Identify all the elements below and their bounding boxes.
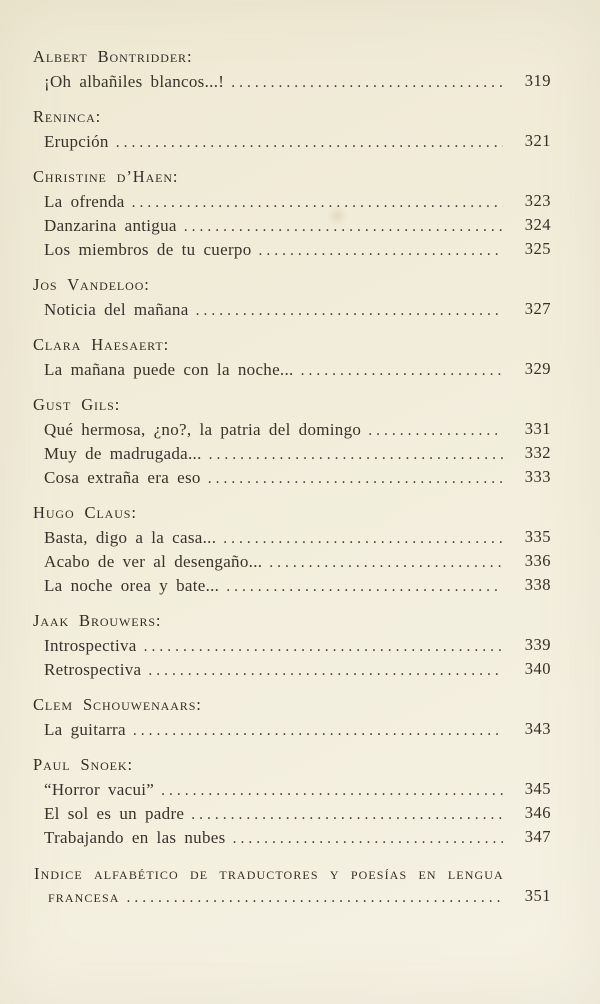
entry-title: Los miembros de tu cuerpo <box>44 240 252 259</box>
author-heading: Clara Haesaert: <box>33 335 170 354</box>
toc-group <box>33 753 551 850</box>
author-heading: Reninca: <box>33 107 102 126</box>
toc-group <box>33 105 551 154</box>
entry-page-number: 319 <box>524 71 551 90</box>
toc-group <box>33 609 551 682</box>
toc-group <box>33 165 551 262</box>
entry-page-number: 346 <box>524 803 551 822</box>
dotted-leader <box>148 659 503 682</box>
toc-entry <box>33 802 551 826</box>
entry-page-number: 336 <box>524 551 551 570</box>
toc-entry <box>33 658 551 682</box>
entry-title: Noticia del mañana <box>44 300 189 319</box>
entry-page-number: 343 <box>524 719 551 738</box>
dotted-leader <box>223 527 503 550</box>
toc-entry <box>33 466 551 490</box>
entry-title: La guitarra <box>44 720 126 739</box>
entry-page-number: 339 <box>524 635 551 654</box>
dotted-leader <box>116 131 503 154</box>
entry-page-number: 325 <box>524 239 551 258</box>
toc-entry <box>33 238 551 262</box>
entry-page-number: 321 <box>524 131 551 150</box>
index-page-number: 351 <box>524 886 551 905</box>
entry-page-number: 335 <box>524 527 551 546</box>
entry-page-number: 340 <box>524 659 551 678</box>
toc-entry <box>33 442 551 466</box>
dotted-leader <box>126 886 503 909</box>
entry-page-number: 324 <box>524 215 551 234</box>
entry-page-number: 331 <box>524 419 551 438</box>
toc-entry <box>33 418 551 442</box>
dotted-leader <box>184 215 503 238</box>
table-of-contents <box>33 45 551 909</box>
dotted-leader <box>161 779 503 802</box>
toc-entry <box>33 574 551 598</box>
toc-entry <box>33 70 551 94</box>
index-entry <box>33 862 551 909</box>
author-heading: Clem Schouwenaars: <box>33 695 202 714</box>
toc-entry <box>33 550 551 574</box>
entry-title: Trabajando en las nubes <box>44 828 226 847</box>
entry-page-number: 347 <box>524 827 551 846</box>
entry-title: “Horror vacui” <box>44 780 155 799</box>
toc-entry <box>33 634 551 658</box>
entry-title: La mañana puede con la noche... <box>44 360 294 379</box>
entry-title: Introspectiva <box>44 636 137 655</box>
entry-title: Danzarina antigua <box>44 216 177 235</box>
toc-group <box>33 693 551 742</box>
toc-entry <box>33 718 551 742</box>
toc-entry <box>33 358 551 382</box>
entry-page-number: 345 <box>524 779 551 798</box>
entry-page-number: 323 <box>524 191 551 210</box>
entry-title: El sol es un padre <box>44 804 185 823</box>
author-heading: Albert Bontridder: <box>33 47 193 66</box>
author-heading: Gust Gils: <box>33 395 121 414</box>
toc-entry <box>33 130 551 154</box>
entry-title: Cosa extraña era eso <box>44 468 201 487</box>
dotted-leader <box>259 239 503 262</box>
index-title-line2-row <box>33 885 551 909</box>
dotted-leader <box>226 575 503 598</box>
author-heading: Jaak Brouwers: <box>33 611 162 630</box>
dotted-leader <box>269 551 503 574</box>
toc-entry <box>33 526 551 550</box>
dotted-leader <box>368 419 503 442</box>
entry-title: La noche orea y bate... <box>44 576 220 595</box>
index-title-line2: francesa <box>48 887 120 906</box>
dotted-leader <box>133 719 503 742</box>
entry-page-number: 332 <box>524 443 551 462</box>
entry-title: Muy de madrugada... <box>44 444 202 463</box>
dotted-leader <box>233 827 503 850</box>
toc-group <box>33 273 551 322</box>
toc-entry <box>33 190 551 214</box>
author-heading: Hugo Claus: <box>33 503 137 522</box>
toc-entry <box>33 298 551 322</box>
dotted-leader <box>196 299 503 322</box>
dotted-leader <box>132 191 503 214</box>
author-heading: Jos Vandeloo: <box>33 275 150 294</box>
entry-page-number: 327 <box>524 299 551 318</box>
dotted-leader <box>208 467 503 490</box>
toc-group <box>33 501 551 598</box>
entry-title: Erupción <box>44 132 109 151</box>
toc-entry <box>33 214 551 238</box>
dotted-leader <box>144 635 503 658</box>
entry-title: Retrospectiva <box>44 660 142 679</box>
entry-title: ¡Oh albañiles blancos...! <box>44 72 225 91</box>
author-heading: Paul Snoek: <box>33 755 133 774</box>
toc-entry <box>33 778 551 802</box>
dotted-leader <box>209 443 503 466</box>
toc-group <box>33 333 551 382</box>
entry-title: Qué hermosa, ¿no?, la patria del domingo <box>44 420 362 439</box>
dotted-leader <box>231 71 503 94</box>
author-heading: Christine d’Haen: <box>33 167 179 186</box>
toc-group <box>33 45 551 94</box>
dotted-leader <box>301 359 503 382</box>
entry-title: La ofrenda <box>44 192 125 211</box>
entry-title: Basta, digo a la casa... <box>44 528 217 547</box>
toc-group <box>33 393 551 490</box>
entry-page-number: 329 <box>524 359 551 378</box>
index-title-line1: Indice alfabético de traductores y poesías en lengua <box>34 864 504 883</box>
entry-page-number: 333 <box>524 467 551 486</box>
toc-entry <box>33 826 551 850</box>
entry-page-number: 338 <box>524 575 551 594</box>
entry-title: Acabo de ver al desengaño... <box>44 552 263 571</box>
dotted-leader <box>191 803 503 826</box>
